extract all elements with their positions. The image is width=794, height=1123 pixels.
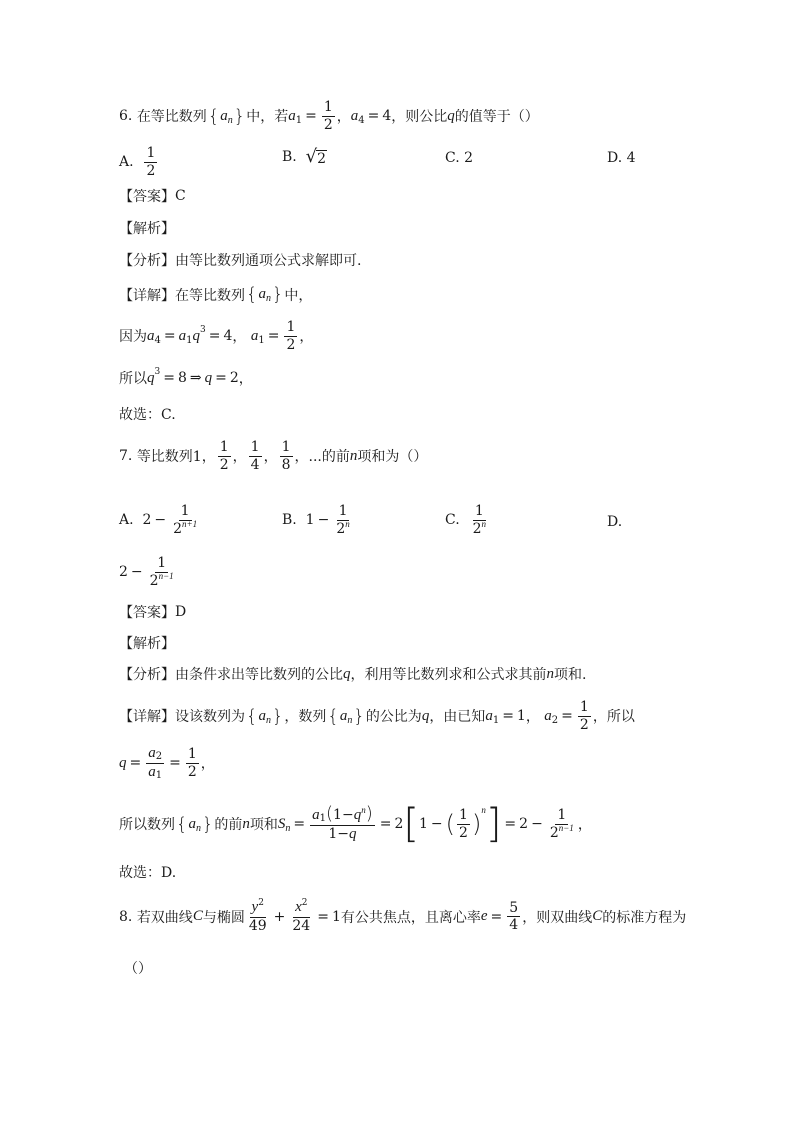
exponent: n [345, 518, 350, 529]
frac-num: 1 [219, 439, 229, 455]
fraction [290, 900, 312, 933]
brace-open: { [327, 705, 339, 727]
minus-sign: − [154, 512, 167, 529]
option-value: 2 [464, 150, 474, 166]
var-a: a [339, 707, 348, 724]
q6-text: 中，若 [246, 109, 289, 126]
detail-text: ，所以 [592, 709, 635, 726]
sub-n: n [285, 822, 291, 834]
var-a: a [258, 707, 266, 724]
var-e: e [480, 908, 488, 925]
q7-xiangjie [119, 700, 635, 732]
frac-den: 2 [286, 336, 296, 353]
frac-num: 1 [579, 699, 589, 715]
frac-den: 24 [292, 917, 311, 934]
brace-close: } [233, 105, 246, 127]
var-n: n [546, 665, 554, 682]
sqrt [306, 146, 327, 167]
frac-den: 49 [248, 917, 267, 934]
detail-text: 在等比数列 [175, 287, 245, 304]
frac-num: 1 [338, 503, 348, 519]
bracket-open: [ [403, 801, 419, 847]
frac-den: 2$^n$ [336, 518, 350, 537]
var-q: q [119, 754, 127, 771]
frac-den: $2^{n-1}$ [549, 822, 574, 841]
paren-close: ) [471, 810, 482, 838]
eq-sign: = [504, 816, 517, 832]
q8-number: 8. [119, 908, 133, 925]
answer-value: D [175, 604, 187, 620]
option-label: D. [607, 150, 623, 166]
answer-value: C [175, 188, 186, 204]
sub-n: n [195, 822, 201, 834]
var-q: q [192, 327, 200, 344]
q6-answer [119, 186, 186, 206]
step-text: ， [232, 329, 247, 346]
q6-xiangjie [119, 284, 312, 305]
eq-sign: = [163, 370, 175, 386]
brace-open: { [176, 813, 188, 835]
sup-3: 3 [199, 325, 206, 336]
exponent: n [481, 518, 486, 529]
q6-number: 6. [119, 108, 133, 125]
sub-n: n [227, 114, 233, 126]
exponent: n [481, 805, 486, 815]
frac-num: 5 [509, 899, 519, 916]
fenxi-text: 由等比数列通项公式求解即可. [175, 253, 362, 269]
var-a: a [544, 707, 552, 724]
fraction [578, 700, 591, 732]
q7-stem [119, 440, 427, 472]
conclusion-text: 故选：D. [119, 865, 177, 881]
option-label: D. [607, 514, 623, 530]
fenxi-tag: 【分析】 [119, 253, 175, 269]
brace-close: } [271, 705, 284, 727]
fraction [148, 556, 176, 588]
eq-sign: = [169, 755, 181, 772]
brace-open: { [246, 705, 258, 727]
eq-sign: = [502, 708, 514, 725]
q6-option-d[interactable] [607, 150, 636, 166]
sub-1: 1 [258, 334, 265, 346]
q6-jiexi [119, 218, 175, 238]
var-q: q [421, 707, 430, 724]
frac-num: 1 [146, 145, 156, 161]
minus-sign: − [430, 816, 443, 832]
detail-text: ，由已知 [429, 709, 486, 726]
q6-step2 [119, 320, 313, 352]
frac-den: 2 [219, 456, 229, 473]
frac-den: a1 [148, 763, 163, 781]
brace-close: } [201, 813, 214, 835]
q7-conclusion [119, 862, 176, 882]
option-label: A. [119, 154, 134, 171]
q8-text: 与椭圆 [202, 909, 245, 926]
q6-conclusion [119, 404, 176, 424]
frac-den: 4 [250, 456, 260, 473]
analysis-heading: 【解析】 [119, 636, 175, 652]
q7-step2 [119, 746, 215, 781]
eq-sign: = [129, 755, 142, 772]
var-a: a [147, 327, 155, 344]
eq-sign: = [208, 328, 221, 345]
fraction [146, 746, 164, 781]
frac-den: 2 [459, 824, 468, 841]
q6-text: 的值等于（） [454, 109, 539, 126]
answer-tag: 【答案】 [119, 189, 175, 205]
frac-den: 8 [281, 456, 291, 473]
value: 1 [516, 708, 526, 725]
value: 2 [119, 564, 128, 581]
frac-num: 1 [323, 99, 333, 115]
frac-den: 2 [146, 162, 156, 179]
value: 2 [229, 370, 239, 386]
exponent: n−1 [158, 570, 174, 581]
fraction [507, 901, 520, 933]
eq-sign: = [267, 328, 280, 345]
var-n: n [242, 815, 250, 832]
frac-num: 1 [157, 555, 167, 571]
sub-n: n [265, 293, 271, 304]
fraction [186, 747, 199, 779]
q6-text: 在等比数列 [136, 109, 207, 126]
radical-sign: √ [305, 146, 318, 167]
fraction [457, 808, 470, 840]
var-s: S [277, 815, 286, 832]
eq-sign: = [163, 328, 176, 345]
fraction [322, 100, 335, 132]
answer-tag: 【答案】 [119, 605, 175, 621]
q7-option-b[interactable] [282, 504, 354, 536]
var-n: n [349, 447, 358, 464]
value: 4 [382, 108, 392, 125]
step-text: 所以数列 [119, 817, 175, 833]
fenxi-text: ，利用等比数列求和公式求其前 [350, 667, 547, 683]
var-q: q [447, 107, 455, 124]
frac-den: 2$^n$ [472, 518, 486, 537]
step-text: 的前 [214, 817, 243, 833]
q7-text: 等比数列1， [136, 449, 216, 466]
minus-sign: − [130, 564, 143, 581]
detail-tag: 【详解】 [119, 287, 175, 304]
frac-den: 2 [187, 763, 197, 780]
step-text: ， [238, 371, 253, 387]
detail-text: ， [525, 709, 540, 726]
radicand: 2 [317, 151, 327, 167]
option-label: C. [445, 150, 460, 166]
step-text: ， [299, 329, 314, 346]
value: 4 [223, 328, 233, 345]
sub-1: 1 [295, 114, 303, 126]
frac-num: 1 [286, 319, 296, 335]
q7-text: ， [232, 449, 247, 466]
sub-1: 1 [492, 714, 500, 726]
fenxi-text: 项和. [554, 667, 587, 683]
conclusion-text: 故选：C. [119, 407, 176, 423]
sup-3: 3 [154, 367, 161, 377]
eq-sign: = [379, 816, 392, 832]
frac-num: $x^2$ [293, 900, 309, 918]
frac-den: $2^{n-1}$ [149, 570, 174, 589]
var-a: a [220, 107, 228, 124]
value: 2 [394, 816, 404, 832]
frac-num: a2 [148, 745, 163, 762]
option-label: C. [445, 512, 460, 529]
fraction [144, 146, 157, 178]
q7-option-a[interactable] [119, 504, 201, 536]
step-text: 所以 [119, 371, 147, 387]
sub-4: 4 [154, 334, 161, 346]
fraction [249, 440, 262, 472]
bracket-close: ] [485, 801, 502, 847]
fraction [548, 808, 576, 840]
fenxi-tag: 【分析】 [119, 667, 175, 683]
frac-num: $y^2$ [250, 900, 266, 918]
detail-text: ，数列 [284, 709, 327, 726]
eq-sign: = [305, 108, 317, 125]
q7-text: ，...的前 [294, 449, 350, 466]
q8-stem [119, 900, 686, 933]
brace-close: } [271, 284, 284, 305]
implies-sign: ⇒ [189, 370, 202, 386]
frac-num: 1 [250, 439, 260, 455]
exponent: n+1 [182, 518, 198, 529]
q6-text: ， [336, 109, 351, 126]
frac-den: $2^{n+1}$ [173, 518, 198, 537]
var-a: a [178, 327, 187, 344]
sub-1: 1 [186, 334, 193, 346]
brace-open: { [207, 105, 220, 127]
q6-text: ，则公比 [391, 109, 448, 126]
q7-option-d[interactable] [119, 556, 178, 588]
fraction [334, 504, 351, 536]
q6-step3 [119, 368, 253, 388]
var-a: a [188, 815, 196, 832]
value: 1 [331, 908, 341, 925]
fraction [284, 320, 297, 352]
frac-den: 2 [323, 116, 333, 133]
sub-4: 4 [358, 114, 365, 126]
sub-2: 2 [551, 714, 559, 726]
frac-num: 1 [474, 503, 484, 519]
brace-open: { [246, 284, 258, 305]
var-q: q [147, 369, 155, 386]
fraction [247, 900, 269, 933]
frac-den: 4 [509, 917, 519, 934]
eq-sign: = [293, 816, 306, 832]
var-a: a [350, 107, 359, 124]
option-label: B. [282, 512, 297, 529]
eq-sign: = [317, 908, 329, 925]
fraction [280, 440, 293, 472]
q7-fenxi [119, 664, 586, 684]
detail-text: 的公比为 [365, 709, 422, 726]
frac-num: 1 [187, 746, 197, 763]
fraction [310, 805, 375, 843]
frac-den: 2 [579, 716, 589, 733]
q7-step3 [119, 801, 592, 847]
q7-option-d-label[interactable] [607, 514, 622, 530]
q8-text: 若双曲线 [136, 909, 193, 926]
step-text: ， [577, 817, 592, 833]
eq-sign: = [490, 908, 503, 925]
var-q: q [204, 369, 213, 386]
var-a: a [258, 286, 266, 302]
frac-num: 1 [459, 806, 468, 823]
var-a: a [288, 107, 296, 124]
exponent: n−1 [558, 822, 574, 833]
q6-option-a[interactable] [119, 146, 159, 178]
frac-num: $a1(1-q^n)$ [312, 803, 373, 825]
option-value: 4 [626, 150, 636, 166]
option-label: B. [282, 148, 297, 165]
frac-den: 1−q [328, 826, 357, 843]
detail-text: 中， [284, 287, 313, 304]
frac-num: 1 [557, 806, 567, 823]
sub-n: n [347, 714, 353, 726]
q8-line2 [124, 958, 152, 978]
minus-sign: − [531, 816, 543, 832]
step-text: ， [200, 756, 215, 773]
var-c: C [192, 908, 203, 925]
var-a: a [485, 707, 493, 724]
fraction [218, 440, 231, 472]
step-text: 项和 [249, 817, 278, 833]
q8-text: ，则双曲线 [522, 909, 593, 926]
q6-option-c[interactable] [445, 150, 473, 166]
var-c: C [592, 908, 603, 925]
detail-text: 设该数列为 [175, 709, 245, 726]
q7-text: 项和为（） [357, 449, 428, 466]
plus-sign: + [273, 908, 286, 925]
q6-stem [119, 100, 539, 132]
frac-num: 1 [281, 439, 291, 455]
step-text: 因为 [119, 329, 147, 346]
fraction [471, 504, 488, 536]
value: 2 [519, 816, 529, 832]
q7-answer [119, 602, 186, 622]
q7-jiexi [119, 633, 175, 653]
var-a: a [250, 327, 259, 344]
q8-text: 的标准方程为 [602, 909, 687, 926]
option-label: A. [119, 512, 134, 529]
value: 2 [142, 512, 152, 529]
eq-sign: = [367, 108, 380, 125]
eq-sign: = [215, 370, 227, 386]
frac-num: 1 [180, 503, 190, 519]
q7-number: 7. [119, 448, 133, 465]
minus-sign: − [317, 512, 330, 529]
q6-option-b[interactable] [282, 146, 327, 167]
paren-open: ( [445, 810, 456, 838]
q8-paren: （） [124, 961, 152, 977]
fraction [171, 504, 199, 536]
q8-text: 有公共焦点，且离心率 [340, 909, 481, 926]
value: 1 [305, 512, 315, 529]
var-q: q [343, 665, 351, 682]
q6-fenxi [119, 250, 361, 270]
sub-n: n [265, 714, 271, 726]
fenxi-text: 由条件求出等比数列的公比 [175, 667, 343, 683]
q7-option-c[interactable] [445, 504, 490, 536]
detail-tag: 【详解】 [119, 709, 175, 726]
analysis-heading: 【解析】 [119, 221, 175, 237]
brace-close: } [353, 705, 365, 727]
value: 1 [418, 816, 428, 832]
value: 8 [177, 370, 187, 386]
q7-text: ， [263, 449, 278, 466]
eq-sign: = [561, 708, 573, 725]
